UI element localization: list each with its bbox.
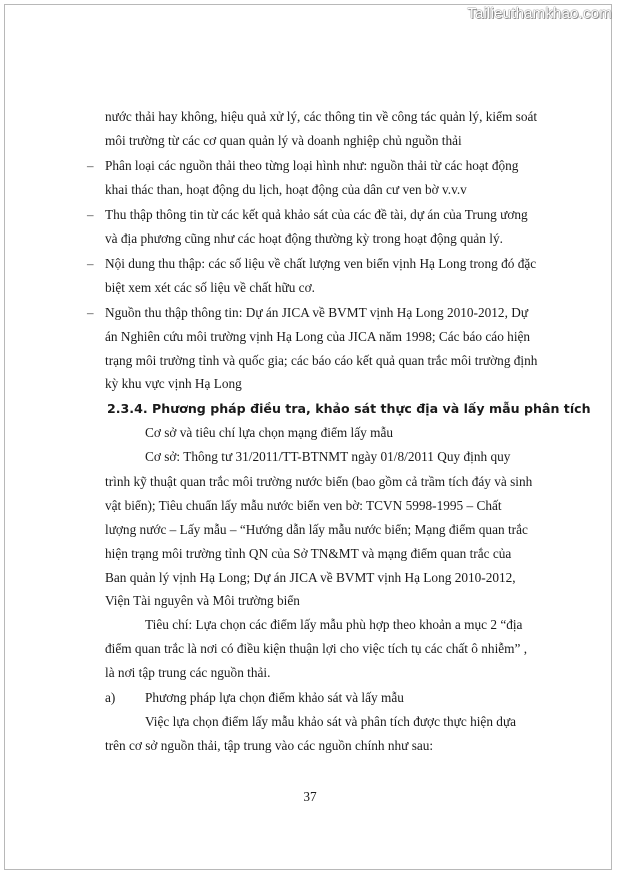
- text-line: vật biển); Tiêu chuẩn lấy mẫu nước biển ven bờ: TCVN 5998-1995 – Chất: [105, 498, 502, 513]
- section-heading: 2.3.4. Phương pháp điều tra, khảo sát thực địa và lấy mẫu phân tích: [107, 401, 591, 416]
- text-line: án Nghiên cứu môi trường vịnh Hạ Long của JICA năm 1998; Các báo cáo hiện: [105, 329, 531, 344]
- text-line: Viện Tài nguyên và Môi trường biển: [105, 593, 300, 608]
- bullet-dash: –: [87, 207, 94, 222]
- list-marker: a): [105, 690, 116, 705]
- text-line: Phân loại các nguồn thải theo từng loại hình như: nguồn thải từ các hoạt động: [105, 158, 519, 173]
- text-line: là nơi tập trung các nguồn thải.: [105, 665, 271, 680]
- text-line: Cơ sở: Thông tư 31/2011/TT-BTNMT ngày 01/8/2011 Quy định quy: [145, 449, 511, 464]
- text-line: Thu thập thông tin từ các kết quả khảo sát của các đề tài, dự án của Trung ương: [105, 207, 528, 222]
- text-line: trình kỹ thuật quan trắc môi trường nước biển (bao gồm cả trầm tích đáy và sinh: [105, 474, 533, 489]
- bullet-dash: –: [87, 256, 94, 271]
- text-line: Ban quản lý vịnh Hạ Long; Dự án JICA về BVMT vịnh Hạ Long 2010-2012,: [105, 570, 516, 585]
- bullet-dash: –: [87, 158, 94, 173]
- watermark: Tailieuthamkhao.com: [467, 5, 612, 22]
- text-line: Việc lựa chọn điểm lấy mẫu khảo sát và phân tích được thực hiện dựa: [145, 714, 517, 729]
- text-line: kỳ khu vực vịnh Hạ Long: [105, 376, 242, 391]
- subheading: Phương pháp lựa chọn điểm khảo sát và lấy mẫu: [145, 690, 404, 705]
- subheading: Cơ sở và tiêu chí lựa chọn mạng điểm lấy mẫu: [145, 425, 393, 440]
- page-number: 37: [303, 789, 317, 804]
- text-line: trên cơ sở nguồn thải, tập trung vào các nguồn chính như sau:: [105, 738, 434, 753]
- text-line: điểm quan trắc là nơi có điều kiện thuận lợi cho việc tích tụ các chất ô nhiễm” ,: [105, 641, 528, 656]
- text-line: Nguồn thu thập thông tin: Dự án JICA về BVMT vịnh Hạ Long 2010-2012, Dự: [105, 305, 529, 320]
- bullet-dash: –: [87, 305, 94, 320]
- text-line: Tiêu chí: Lựa chọn các điểm lấy mẫu phù hợp theo khoản a mục 2 “địa: [145, 617, 523, 632]
- text-line: và địa phương cũng như các hoạt động thường kỳ trong hoạt động quản lý.: [105, 231, 503, 246]
- text-line: nước thải hay không, hiệu quả xử lý, các thông tin về công tác quản lý, kiểm soát: [105, 109, 538, 124]
- text-line: trạng môi trường tỉnh và quốc gia; các báo cáo kết quả quan trắc môi trường định: [105, 353, 538, 368]
- text-line: khai thác than, hoạt động du lịch, hoạt động của dân cư ven bờ v.v.v: [105, 182, 467, 197]
- text-line: hiện trạng môi trường tỉnh QN của Sở TN&MT và mạng điểm quan trắc của: [105, 546, 512, 561]
- text-line: Nội dung thu thập: các số liệu về chất lượng ven biển vịnh Hạ Long trong đó đặc: [105, 256, 537, 271]
- text-line: biệt xem xét các số liệu về chất hữu cơ.: [105, 280, 315, 295]
- text-line: môi trường từ các cơ quan quản lý và doanh nghiệp chủ nguồn thải: [105, 133, 462, 148]
- text-line: lượng nước – Lấy mẫu – “Hướng dẫn lấy mẫu nước biển; Mạng điểm quan trắc: [105, 522, 528, 537]
